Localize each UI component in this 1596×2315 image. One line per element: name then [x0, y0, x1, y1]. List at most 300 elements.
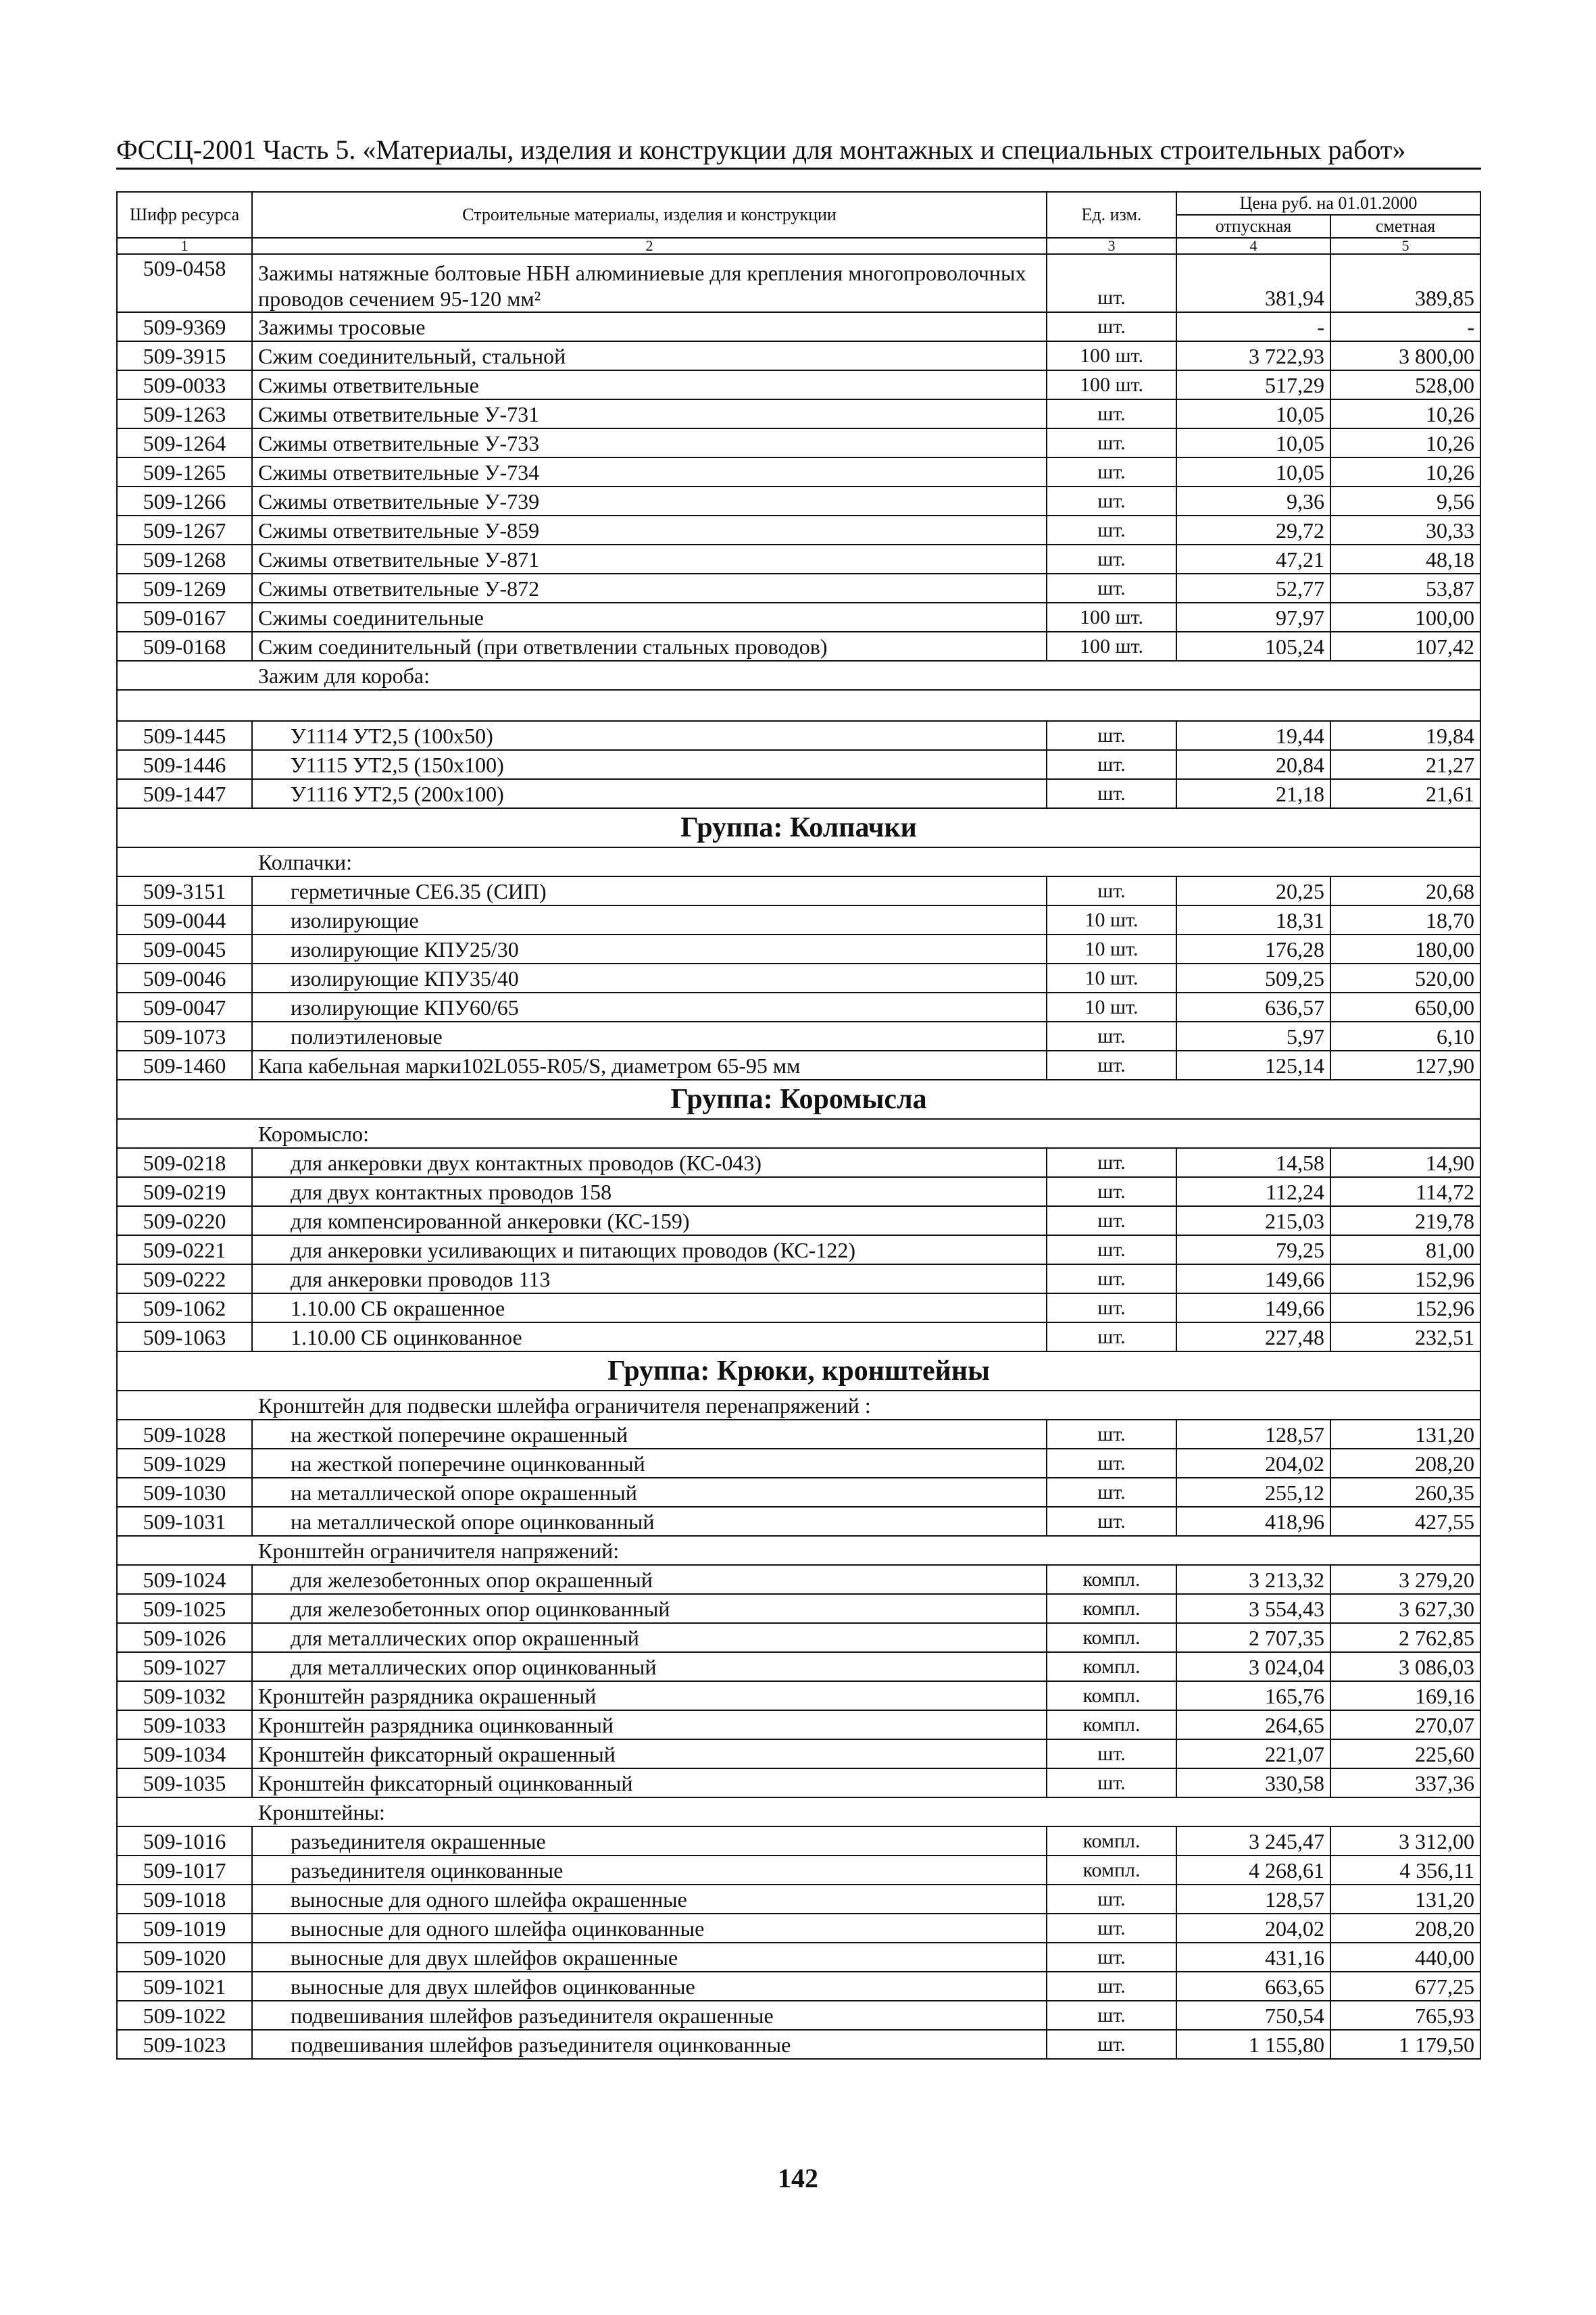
row-name: для металлических опор окрашенный — [252, 1623, 1047, 1652]
row-release-price: 10,05 — [1176, 457, 1330, 487]
row-estimate-price: 1 179,50 — [1330, 2030, 1480, 2059]
row-name: Кронштейн фиксаторный окрашенный — [252, 1739, 1047, 1768]
table-row — [117, 370, 1480, 399]
row-unit: 100 шт. — [1047, 341, 1176, 370]
row-code: 509-0219 — [117, 1177, 252, 1206]
row-release-price: 4 268,61 — [1176, 1856, 1330, 1885]
table-header-row — [117, 192, 1480, 215]
row-estimate-price: 4 356,11 — [1330, 1856, 1480, 1885]
row-estimate-price: 100,00 — [1330, 603, 1480, 632]
row-release-price: 204,02 — [1176, 1449, 1330, 1478]
row-release-price: 14,58 — [1176, 1148, 1330, 1177]
row-name: Сжимы соединительные — [252, 603, 1047, 632]
table-row — [117, 1972, 1480, 2001]
row-estimate-price: 152,96 — [1330, 1293, 1480, 1322]
row-unit: шт. — [1047, 1177, 1176, 1206]
subheading-row — [117, 661, 1480, 690]
table-row — [117, 1826, 1480, 1856]
table-row — [117, 1856, 1480, 1885]
table-row — [117, 399, 1480, 428]
row-estimate-price — [1330, 1119, 1480, 1148]
row-unit: шт. — [1047, 1739, 1176, 1768]
row-name: Сжимы ответвительные У-872 — [252, 574, 1047, 603]
row-name: У1115 УТ2,5 (150х100) — [252, 750, 1047, 779]
page-header: ФССЦ-2001 Часть 5. «Материалы, изделия и конструкции для монтажных и специальных строительных работ» — [116, 134, 1406, 165]
table-row — [117, 1565, 1480, 1594]
row-code: 509-1021 — [117, 1972, 252, 2001]
row-code: 509-1063 — [117, 1322, 252, 1351]
row-estimate-price: 440,00 — [1330, 1943, 1480, 1972]
row-release-price: 10,05 — [1176, 428, 1330, 457]
subheading-text: Кронштейны: — [252, 1797, 1330, 1826]
row-unit: компл. — [1047, 1623, 1176, 1652]
row-code: 509-1022 — [117, 2001, 252, 2030]
row-estimate-price: 169,16 — [1330, 1681, 1480, 1710]
row-name: для анкеровки проводов 113 — [252, 1264, 1047, 1293]
row-code: 509-0045 — [117, 935, 252, 964]
row-estimate-price: 3 627,30 — [1330, 1594, 1480, 1623]
table-row — [117, 1051, 1480, 1080]
column-number: 5 — [1330, 238, 1480, 254]
row-code: 509-0218 — [117, 1148, 252, 1177]
table-row — [117, 1235, 1480, 1264]
row-name: выносные для одного шлейфа оцинкованные — [252, 1914, 1047, 1943]
table-row — [117, 1322, 1480, 1351]
group-title: Группа: Колпачки — [117, 808, 1480, 847]
row-estimate-price — [1330, 1536, 1480, 1565]
row-release-price: 19,44 — [1176, 721, 1330, 750]
row-release-price: 431,16 — [1176, 1943, 1330, 1972]
row-release-price: 255,12 — [1176, 1478, 1330, 1507]
row-name: для анкеровки усиливающих и питающих проводов (КС-122) — [252, 1235, 1047, 1264]
row-name: Кронштейн фиксаторный оцинкованный — [252, 1768, 1047, 1797]
row-estimate-price: 520,00 — [1330, 964, 1480, 993]
row-name: полиэтиленовые — [252, 1022, 1047, 1051]
table-row — [117, 1594, 1480, 1623]
row-release-price: 9,36 — [1176, 487, 1330, 516]
table-row — [117, 603, 1480, 632]
row-name: 1.10.00 СБ оцинкованное — [252, 1322, 1047, 1351]
table-row — [117, 1420, 1480, 1449]
group-row — [117, 1080, 1480, 1119]
row-unit: шт. — [1047, 1322, 1176, 1351]
row-unit: шт. — [1047, 779, 1176, 808]
row-name: Сжим соединительный, стальной — [252, 341, 1047, 370]
row-code: 509-1266 — [117, 487, 252, 516]
row-code — [117, 1119, 252, 1148]
row-code: 509-1023 — [117, 2030, 252, 2059]
row-estimate-price: 337,36 — [1330, 1768, 1480, 1797]
row-release-price: 381,94 — [1176, 254, 1330, 312]
row-code: 509-1264 — [117, 428, 252, 457]
row-name: Сжимы ответвительные — [252, 370, 1047, 399]
row-unit: 100 шт. — [1047, 632, 1176, 661]
row-estimate-price: 650,00 — [1330, 993, 1480, 1022]
row-name: для анкеровки двух контактных проводов (КС-043) — [252, 1148, 1047, 1177]
row-release-price: 149,66 — [1176, 1293, 1330, 1322]
row-estimate-price: 6,10 — [1330, 1022, 1480, 1051]
spacer-cell — [117, 690, 252, 721]
row-unit: шт. — [1047, 516, 1176, 545]
row-name: выносные для одного шлейфа окрашенные — [252, 1885, 1047, 1914]
table-row — [117, 964, 1480, 993]
row-release-price: 176,28 — [1176, 935, 1330, 964]
row-name: Зажимы тросовые — [252, 312, 1047, 341]
row-estimate-price: 48,18 — [1330, 545, 1480, 574]
row-code: 509-1027 — [117, 1652, 252, 1681]
row-unit: шт. — [1047, 487, 1176, 516]
row-estimate-price: 389,85 — [1330, 254, 1480, 312]
row-unit: шт. — [1047, 1768, 1176, 1797]
row-name: для двух контактных проводов 158 — [252, 1177, 1047, 1206]
row-estimate-price: 30,33 — [1330, 516, 1480, 545]
row-code: 509-9369 — [117, 312, 252, 341]
row-code: 509-0033 — [117, 370, 252, 399]
row-release-price: 20,25 — [1176, 876, 1330, 905]
row-unit: шт. — [1047, 312, 1176, 341]
row-unit: компл. — [1047, 1652, 1176, 1681]
row-unit: шт. — [1047, 1264, 1176, 1293]
row-estimate-price: 152,96 — [1330, 1264, 1480, 1293]
row-code: 509-0168 — [117, 632, 252, 661]
table-row — [117, 2030, 1480, 2059]
row-name: изолирующие — [252, 905, 1047, 935]
row-release-price: 112,24 — [1176, 1177, 1330, 1206]
row-unit: шт. — [1047, 1507, 1176, 1536]
row-release-price: 21,18 — [1176, 779, 1330, 808]
row-name: 1.10.00 СБ окрашенное — [252, 1293, 1047, 1322]
row-unit: компл. — [1047, 1565, 1176, 1594]
row-unit: шт. — [1047, 1914, 1176, 1943]
row-code — [117, 1797, 252, 1826]
row-release-price: 128,57 — [1176, 1420, 1330, 1449]
row-estimate-price — [1330, 847, 1480, 876]
row-unit: шт. — [1047, 1206, 1176, 1235]
row-estimate-price: 10,26 — [1330, 399, 1480, 428]
row-unit: шт. — [1047, 1972, 1176, 2001]
row-release-price: 52,77 — [1176, 574, 1330, 603]
row-estimate-price: - — [1330, 312, 1480, 341]
row-code: 509-1263 — [117, 399, 252, 428]
table-row — [117, 1449, 1480, 1478]
row-name: подвешивания шлейфов разъединителя окрашенные — [252, 2001, 1047, 2030]
row-release-price: 418,96 — [1176, 1507, 1330, 1536]
row-name: Сжимы ответвительные У-733 — [252, 428, 1047, 457]
column-number-row — [117, 238, 1480, 254]
row-estimate-price: 677,25 — [1330, 1972, 1480, 2001]
table-row — [117, 1507, 1480, 1536]
table-row — [117, 935, 1480, 964]
table-row — [117, 1885, 1480, 1914]
row-name: для компенсированной анкеровки (КС-159) — [252, 1206, 1047, 1235]
row-release-price: 1 155,80 — [1176, 2030, 1330, 2059]
table-row — [117, 487, 1480, 516]
row-release-price: 97,97 — [1176, 603, 1330, 632]
row-name: Зажимы натяжные болтовые НБН алюминиевые для крепления многопроволочных проводов сечением 95-120 мм² — [252, 254, 1047, 312]
row-release-price: 204,02 — [1176, 1914, 1330, 1943]
row-estimate-price: 3 800,00 — [1330, 341, 1480, 370]
table-row — [117, 1914, 1480, 1943]
row-code: 509-0458 — [117, 254, 252, 312]
group-title: Группа: Коромысла — [117, 1080, 1480, 1119]
row-unit: 10 шт. — [1047, 993, 1176, 1022]
row-unit: 10 шт. — [1047, 905, 1176, 935]
row-code: 509-0167 — [117, 603, 252, 632]
row-code: 509-0044 — [117, 905, 252, 935]
row-estimate-price: 2 762,85 — [1330, 1623, 1480, 1652]
row-code: 509-1031 — [117, 1507, 252, 1536]
row-unit: шт. — [1047, 750, 1176, 779]
row-code: 509-1016 — [117, 1826, 252, 1856]
row-code: 509-0222 — [117, 1264, 252, 1293]
table-row — [117, 1943, 1480, 1972]
table-row — [117, 545, 1480, 574]
row-code — [117, 847, 252, 876]
row-estimate-price: 208,20 — [1330, 1449, 1480, 1478]
row-name: на жесткой поперечине окрашенный — [252, 1420, 1047, 1449]
column-number: 1 — [117, 238, 252, 254]
row-code: 509-1460 — [117, 1051, 252, 1080]
row-release-price: 20,84 — [1176, 750, 1330, 779]
row-release-price: 105,24 — [1176, 632, 1330, 661]
row-name: на жесткой поперечине оцинкованный — [252, 1449, 1047, 1478]
table-row — [117, 254, 1480, 312]
row-name: выносные для двух шлейфов оцинкованные — [252, 1972, 1047, 2001]
subheading-row — [117, 1391, 1480, 1420]
row-release-price: 264,65 — [1176, 1710, 1330, 1739]
header-unit: Ед. изм. — [1047, 192, 1176, 238]
table-row — [117, 1293, 1480, 1322]
row-release-price: 663,65 — [1176, 1972, 1330, 2001]
row-code: 509-1034 — [117, 1739, 252, 1768]
row-code: 509-1025 — [117, 1594, 252, 1623]
spacer-cell — [1330, 690, 1480, 721]
row-unit: компл. — [1047, 1826, 1176, 1856]
subheading-text: Коромысло: — [252, 1119, 1330, 1148]
table-row — [117, 1768, 1480, 1797]
row-name: Капа кабельная марки102L055-R05/S, диаметром 65-95 мм — [252, 1051, 1047, 1080]
table-row — [117, 1623, 1480, 1652]
row-unit: шт. — [1047, 1051, 1176, 1080]
row-name: У1116 УТ2,5 (200х100) — [252, 779, 1047, 808]
table-row — [117, 1478, 1480, 1507]
table-row — [117, 1206, 1480, 1235]
row-unit: шт. — [1047, 876, 1176, 905]
row-name: для металлических опор оцинкованный — [252, 1652, 1047, 1681]
row-code: 509-1026 — [117, 1623, 252, 1652]
row-release-price: 750,54 — [1176, 2001, 1330, 2030]
row-code: 509-0046 — [117, 964, 252, 993]
row-code: 509-1024 — [117, 1565, 252, 1594]
table-row — [117, 341, 1480, 370]
table-row — [117, 1739, 1480, 1768]
table-row — [117, 721, 1480, 750]
row-unit: шт. — [1047, 1943, 1176, 1972]
row-code: 509-1073 — [117, 1022, 252, 1051]
row-name: для железобетонных опор окрашенный — [252, 1565, 1047, 1594]
row-estimate-price: 127,90 — [1330, 1051, 1480, 1080]
row-estimate-price: 19,84 — [1330, 721, 1480, 750]
row-estimate-price: 9,56 — [1330, 487, 1480, 516]
row-code: 509-1062 — [117, 1293, 252, 1322]
header-name: Строительные материалы, изделия и конструкции — [252, 192, 1047, 238]
table-row — [117, 750, 1480, 779]
subheading-row — [117, 1536, 1480, 1565]
row-code — [117, 661, 252, 690]
subheading-row — [117, 1797, 1480, 1826]
row-name: Кронштейн разрядника окрашенный — [252, 1681, 1047, 1710]
group-row — [117, 808, 1480, 847]
table-row — [117, 993, 1480, 1022]
row-unit: шт. — [1047, 1420, 1176, 1449]
subheading-row — [117, 847, 1480, 876]
row-unit: компл. — [1047, 1856, 1176, 1885]
row-code: 509-1446 — [117, 750, 252, 779]
subheading-row — [117, 1119, 1480, 1148]
row-estimate-price — [1330, 1391, 1480, 1420]
row-estimate-price: 14,90 — [1330, 1148, 1480, 1177]
subheading-text: Колпачки: — [252, 847, 1330, 876]
table-row — [117, 779, 1480, 808]
row-code: 509-1265 — [117, 457, 252, 487]
row-code: 509-1019 — [117, 1914, 252, 1943]
spacer-row — [117, 690, 1480, 721]
row-estimate-price: 21,61 — [1330, 779, 1480, 808]
row-code: 509-1033 — [117, 1710, 252, 1739]
row-name: изолирующие КПУ35/40 — [252, 964, 1047, 993]
row-release-price: 517,29 — [1176, 370, 1330, 399]
row-unit: шт. — [1047, 1478, 1176, 1507]
row-unit: компл. — [1047, 1594, 1176, 1623]
row-estimate-price: 21,27 — [1330, 750, 1480, 779]
header-price: Цена руб. на 01.01.2000 — [1176, 192, 1480, 215]
row-release-price: 636,57 — [1176, 993, 1330, 1022]
row-unit: шт. — [1047, 399, 1176, 428]
row-release-price: 125,14 — [1176, 1051, 1330, 1080]
row-release-price: 10,05 — [1176, 399, 1330, 428]
header-estimate-price: сметная — [1330, 215, 1480, 238]
row-release-price: 165,76 — [1176, 1681, 1330, 1710]
row-name: Сжим соединительный (при ответвлении стальных проводов) — [252, 632, 1047, 661]
row-release-price: 3 245,47 — [1176, 1826, 1330, 1856]
row-release-price: 3 024,04 — [1176, 1652, 1330, 1681]
row-name: разъединителя оцинкованные — [252, 1856, 1047, 1885]
spacer-cell — [252, 690, 1330, 721]
row-code: 509-1020 — [117, 1943, 252, 1972]
row-name: на металлической опоре окрашенный — [252, 1478, 1047, 1507]
price-table — [116, 191, 1481, 2060]
subheading-text: Кронштейн ограничителя напряжений: — [252, 1536, 1330, 1565]
row-name: выносные для двух шлейфов окрашенные — [252, 1943, 1047, 1972]
row-unit: шт. — [1047, 1449, 1176, 1478]
column-number: 4 — [1176, 238, 1330, 254]
table-row — [117, 457, 1480, 487]
row-unit: шт. — [1047, 1885, 1176, 1914]
row-code: 509-1447 — [117, 779, 252, 808]
row-release-price: 227,48 — [1176, 1322, 1330, 1351]
row-unit: шт. — [1047, 1235, 1176, 1264]
table-row — [117, 574, 1480, 603]
row-code — [117, 1391, 252, 1420]
row-estimate-price: 225,60 — [1330, 1739, 1480, 1768]
row-estimate-price — [1330, 1797, 1480, 1826]
row-release-price: 149,66 — [1176, 1264, 1330, 1293]
row-unit: шт. — [1047, 721, 1176, 750]
row-release-price: 509,25 — [1176, 964, 1330, 993]
table-row — [117, 905, 1480, 935]
row-estimate-price: 3 086,03 — [1330, 1652, 1480, 1681]
row-estimate-price: 114,72 — [1330, 1177, 1480, 1206]
row-unit: шт. — [1047, 1148, 1176, 1177]
row-name: изолирующие КПУ25/30 — [252, 935, 1047, 964]
row-unit: шт. — [1047, 254, 1176, 312]
row-name: У1114 УТ2,5 (100х50) — [252, 721, 1047, 750]
row-estimate-price: 3 312,00 — [1330, 1826, 1480, 1856]
header-rule — [116, 168, 1481, 170]
row-unit: шт. — [1047, 574, 1176, 603]
row-code: 509-1029 — [117, 1449, 252, 1478]
row-estimate-price: 53,87 — [1330, 574, 1480, 603]
row-code: 509-3915 — [117, 341, 252, 370]
row-estimate-price: 180,00 — [1330, 935, 1480, 964]
row-release-price: 79,25 — [1176, 1235, 1330, 1264]
row-release-price: 3 554,43 — [1176, 1594, 1330, 1623]
row-code: 509-0047 — [117, 993, 252, 1022]
column-number: 3 — [1047, 238, 1176, 254]
row-estimate-price: 260,35 — [1330, 1478, 1480, 1507]
page-number: 142 — [778, 2163, 818, 2193]
row-estimate-price: 270,07 — [1330, 1710, 1480, 1739]
row-release-price: 3 722,93 — [1176, 341, 1330, 370]
row-unit: шт. — [1047, 2001, 1176, 2030]
row-release-price: 29,72 — [1176, 516, 1330, 545]
row-code: 509-1028 — [117, 1420, 252, 1449]
row-code: 509-1269 — [117, 574, 252, 603]
table-row — [117, 1681, 1480, 1710]
row-unit: 10 шт. — [1047, 964, 1176, 993]
row-release-price: 5,97 — [1176, 1022, 1330, 1051]
table-row — [117, 1177, 1480, 1206]
row-code: 509-1018 — [117, 1885, 252, 1914]
row-unit: шт. — [1047, 1022, 1176, 1051]
row-name: Сжимы ответвительные У-859 — [252, 516, 1047, 545]
row-code: 509-0220 — [117, 1206, 252, 1235]
table-row — [117, 2001, 1480, 2030]
group-row — [117, 1351, 1480, 1391]
row-name: на металлической опоре оцинкованный — [252, 1507, 1047, 1536]
row-unit: шт. — [1047, 2030, 1176, 2059]
row-unit: 100 шт. — [1047, 603, 1176, 632]
table-row — [117, 312, 1480, 341]
table-row — [117, 876, 1480, 905]
row-release-price: 3 213,32 — [1176, 1565, 1330, 1594]
row-name: разъединителя окрашенные — [252, 1826, 1047, 1856]
row-name: герметичные СЕ6.35 (СИП) — [252, 876, 1047, 905]
header-release-price: отпускная — [1176, 215, 1330, 238]
row-estimate-price: 528,00 — [1330, 370, 1480, 399]
row-code: 509-1035 — [117, 1768, 252, 1797]
table-row — [117, 632, 1480, 661]
row-estimate-price: 10,26 — [1330, 428, 1480, 457]
header-code: Шифр ресурса — [117, 192, 252, 238]
row-estimate-price — [1330, 661, 1480, 690]
row-release-price: 221,07 — [1176, 1739, 1330, 1768]
table-row — [117, 1652, 1480, 1681]
row-estimate-price: 232,51 — [1330, 1322, 1480, 1351]
row-release-price: 18,31 — [1176, 905, 1330, 935]
table-row — [117, 516, 1480, 545]
table-row — [117, 1264, 1480, 1293]
